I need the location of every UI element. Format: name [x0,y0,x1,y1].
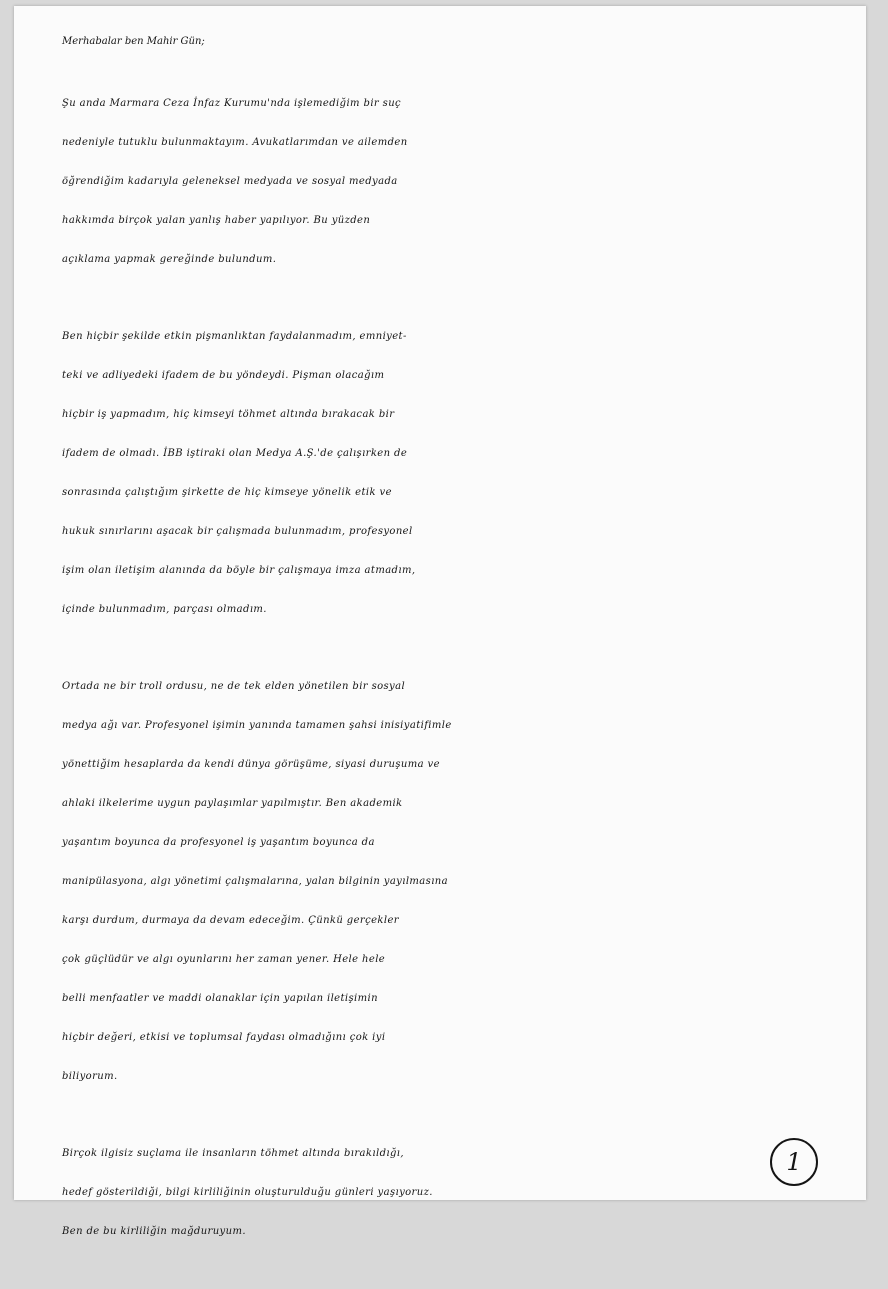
letter-line: yaşantım boyunca da profesyonel iş yaşantım boyunca da [62,837,375,848]
page-number: 1 [770,1138,818,1186]
letter-line: medya ağı var. Profesyonel işimin yanında tamamen şahsi inisiyatifimle [62,720,452,731]
paragraph-2 [62,317,862,629]
letter-line: Ben de bu kirliliğin mağduruyum. [62,1226,246,1237]
letter-line: hukuk sınırlarını aşacak bir çalışmada bulunmadım, profesyonel [62,526,413,537]
letter-line: işim olan iletişim alanında da böyle bir çalışmaya imza atmadım, [62,565,416,576]
letter-line: karşı durdum, durmaya da devam edeceğim. Çünkü gerçekler [62,915,399,926]
letter-line: hiçbir değeri, etkisi ve toplumsal faydası olmadığını çok iyi [62,1032,386,1043]
letter-line: öğrendiğim kadarıyla geleneksel medyada ve sosyal medyada [62,176,398,187]
letter-line: Ortada ne bir troll ordusu, ne de tek elden yönetilen bir sosyal [62,681,406,692]
paragraph-1 [62,84,862,279]
letter-line: yönettiğim hesaplarda da kendi dünya görüşüme, siyasi duruşuma ve [62,759,440,770]
handwritten-letter [62,26,862,1289]
letter-line: çok güçlüdür ve algı oyunlarını her zaman yener. Hele hele [62,954,386,965]
letter-line: belli menfaatler ve maddi olanaklar için yapılan iletişimin [62,993,378,1004]
letter-line: ahlaki ilkelerime uygun paylaşımlar yapılmıştır. Ben akademik [62,798,403,809]
letter-line: ifadem de olmadı. İBB iştiraki olan Medya A.Ş.'de çalışırken de [62,448,408,459]
letter-line: hakkımda birçok yalan yanlış haber yapılıyor. Bu yüzden [62,215,371,226]
letter-line: Ben hiçbir şekilde etkin pişmanlıktan faydalanmadım, emniyet- [62,331,407,342]
letter-line: açıklama yapmak gereğinde bulundum. [62,254,277,265]
letter-line: sonrasında çalıştığım şirkette de hiç kimseye yönelik etik ve [62,487,392,498]
letter-line: biliyorum. [62,1071,118,1082]
letter-line: manipülasyona, algı yönetimi çalışmalarına, yalan bilginin yayılmasına [62,876,449,887]
paragraph-3 [62,667,862,1096]
letter-line: nedeniyle tutuklu bulunmaktayım. Avukatlarımdan ve ailemden [62,137,408,148]
paragraph-4 [62,1134,862,1251]
letter-line: hiçbir iş yapmadım, hiç kimseyi töhmet altında bırakacak bir [62,409,395,420]
letter-line: Birçok ilgisiz suçlama ile insanların töhmet altında bırakıldığı, [62,1148,404,1159]
letter-greeting: Merhabalar ben Mahir Gün; [62,36,205,47]
letter-line: içinde bulunmadım, parçası olmadım. [62,604,267,615]
letter-line: Şu anda Marmara Ceza İnfaz Kurumu'nda işlemediğim bir suç [62,98,402,109]
letter-line: teki ve adliyedeki ifadem de bu yöndeydi. Pişman olacağım [62,370,385,381]
letter-page [14,6,866,1237]
letter-line: hedef gösterildiği, bilgi kirliliğinin oluşturulduğu günleri yaşıyoruz. [62,1187,433,1198]
